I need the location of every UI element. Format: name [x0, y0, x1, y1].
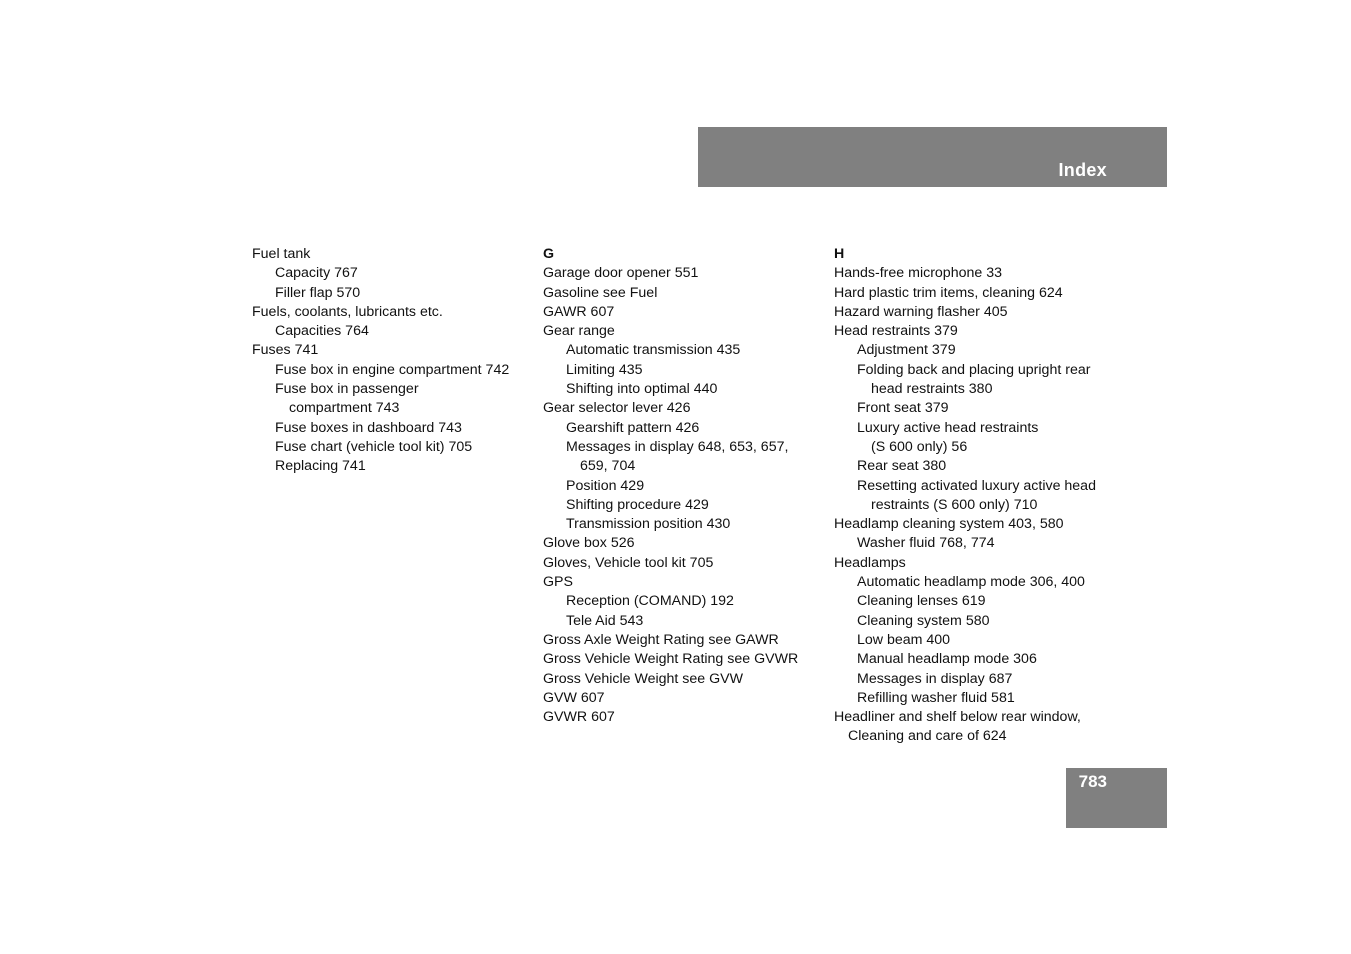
index-entry: Automatic transmission 435 — [566, 342, 741, 359]
index-entry: Messages in display 648, 653, 657, — [566, 438, 789, 455]
index-entry: Front seat 379 — [857, 400, 949, 417]
index-entry: Fuels, coolants, lubricants etc. — [252, 303, 443, 320]
index-entry: Cleaning lenses 619 — [857, 593, 986, 610]
index-entry: restraints (S 600 only) 710 — [871, 496, 1038, 513]
index-entry: Shifting into optimal 440 — [566, 381, 718, 398]
index-entry: GVW 607 — [543, 689, 605, 706]
index-entry: Hard plastic trim items, cleaning 624 — [834, 284, 1063, 301]
index-entry: Headlamps — [834, 554, 906, 571]
index-entry: Automatic headlamp mode 306, 400 — [857, 574, 1085, 591]
index-entry: Gross Vehicle Weight see GVW — [543, 670, 744, 687]
index-entry: Adjustment 379 — [857, 342, 956, 359]
index-entry: Rear seat 380 — [857, 458, 947, 475]
index-entry: Glove box 526 — [543, 535, 635, 552]
index-entry: Gloves, Vehicle tool kit 705 — [543, 554, 714, 571]
index-column-1 — [252, 245, 537, 477]
section-title: Index — [1058, 160, 1107, 180]
index-letter-heading: G — [543, 246, 555, 262]
index-entry: Hands-free microphone 33 — [834, 265, 1002, 282]
index-entry: GVWR 607 — [543, 709, 615, 726]
index-entry: Capacity 767 — [275, 265, 358, 282]
section-header-bar — [698, 127, 1167, 187]
index-entry: Gear range — [543, 323, 615, 340]
index-entry: Reception (COMAND) 192 — [566, 593, 734, 610]
index-entry: Filler flap 570 — [275, 284, 361, 301]
index-entry: Fuse box in engine compartment 742 — [275, 361, 510, 378]
index-entry: Shifting procedure 429 — [566, 496, 709, 513]
index-entry: Fuse box in passenger — [275, 381, 419, 398]
index-entry: Low beam 400 — [857, 631, 951, 648]
index-entry: Fuse boxes in dashboard 743 — [275, 419, 462, 436]
index-entry: Gearshift pattern 426 — [566, 419, 700, 436]
index-entry: Garage door opener 551 — [543, 265, 699, 282]
page-number-box — [1066, 768, 1167, 828]
index-entry: Limiting 435 — [566, 361, 643, 378]
index-entry: Folding back and placing upright rear — [857, 361, 1091, 378]
index-entry: Transmission position 430 — [566, 516, 731, 533]
index-entry: Fuel tank — [252, 246, 311, 262]
index-entry: Headliner and shelf below rear window, — [834, 709, 1081, 726]
index-entry: Headlamp cleaning system 403, 580 — [834, 516, 1064, 533]
index-entry: Hazard warning flasher 405 — [834, 303, 1008, 320]
index-entry: Luxury active head restraints — [857, 419, 1039, 436]
index-entry: Gross Axle Weight Rating see GAWR — [543, 631, 779, 648]
index-entry: Cleaning system 580 — [857, 612, 990, 629]
index-entry: Messages in display 687 — [857, 670, 1013, 687]
index-entry: Gross Vehicle Weight Rating see GVWR — [543, 651, 799, 668]
page-number: 783 — [1078, 772, 1107, 791]
index-entry: Capacities 764 — [275, 323, 369, 340]
index-entry: compartment 743 — [289, 400, 400, 417]
index-entry: Gear selector lever 426 — [543, 400, 691, 417]
index-entry: Tele Aid 543 — [566, 612, 644, 629]
index-entry: Cleaning and care of 624 — [848, 728, 1007, 745]
index-entry: 659, 704 — [580, 458, 636, 475]
index-entry: Resetting activated luxury active head — [857, 477, 1096, 494]
index-entry: Manual headlamp mode 306 — [857, 651, 1037, 668]
index-entry: GAWR 607 — [543, 303, 615, 320]
index-entry: head restraints 380 — [871, 381, 993, 398]
index-entry: Washer fluid 768, 774 — [857, 535, 995, 552]
index-entry: Position 429 — [566, 477, 645, 494]
index-column-2 — [543, 245, 828, 727]
index-column-3 — [834, 245, 1119, 747]
index-entry: GPS — [543, 574, 573, 591]
index-entry: Fuses 741 — [252, 342, 319, 359]
index-entry: Refilling washer fluid 581 — [857, 689, 1015, 706]
index-entry: (S 600 only) 56 — [871, 438, 968, 455]
index-letter-heading: H — [834, 246, 845, 262]
index-entry: Head restraints 379 — [834, 323, 958, 340]
index-entry: Fuse chart (vehicle tool kit) 705 — [275, 438, 473, 455]
index-entry: Gasoline see Fuel — [543, 284, 658, 301]
index-entry: Replacing 741 — [275, 458, 366, 475]
